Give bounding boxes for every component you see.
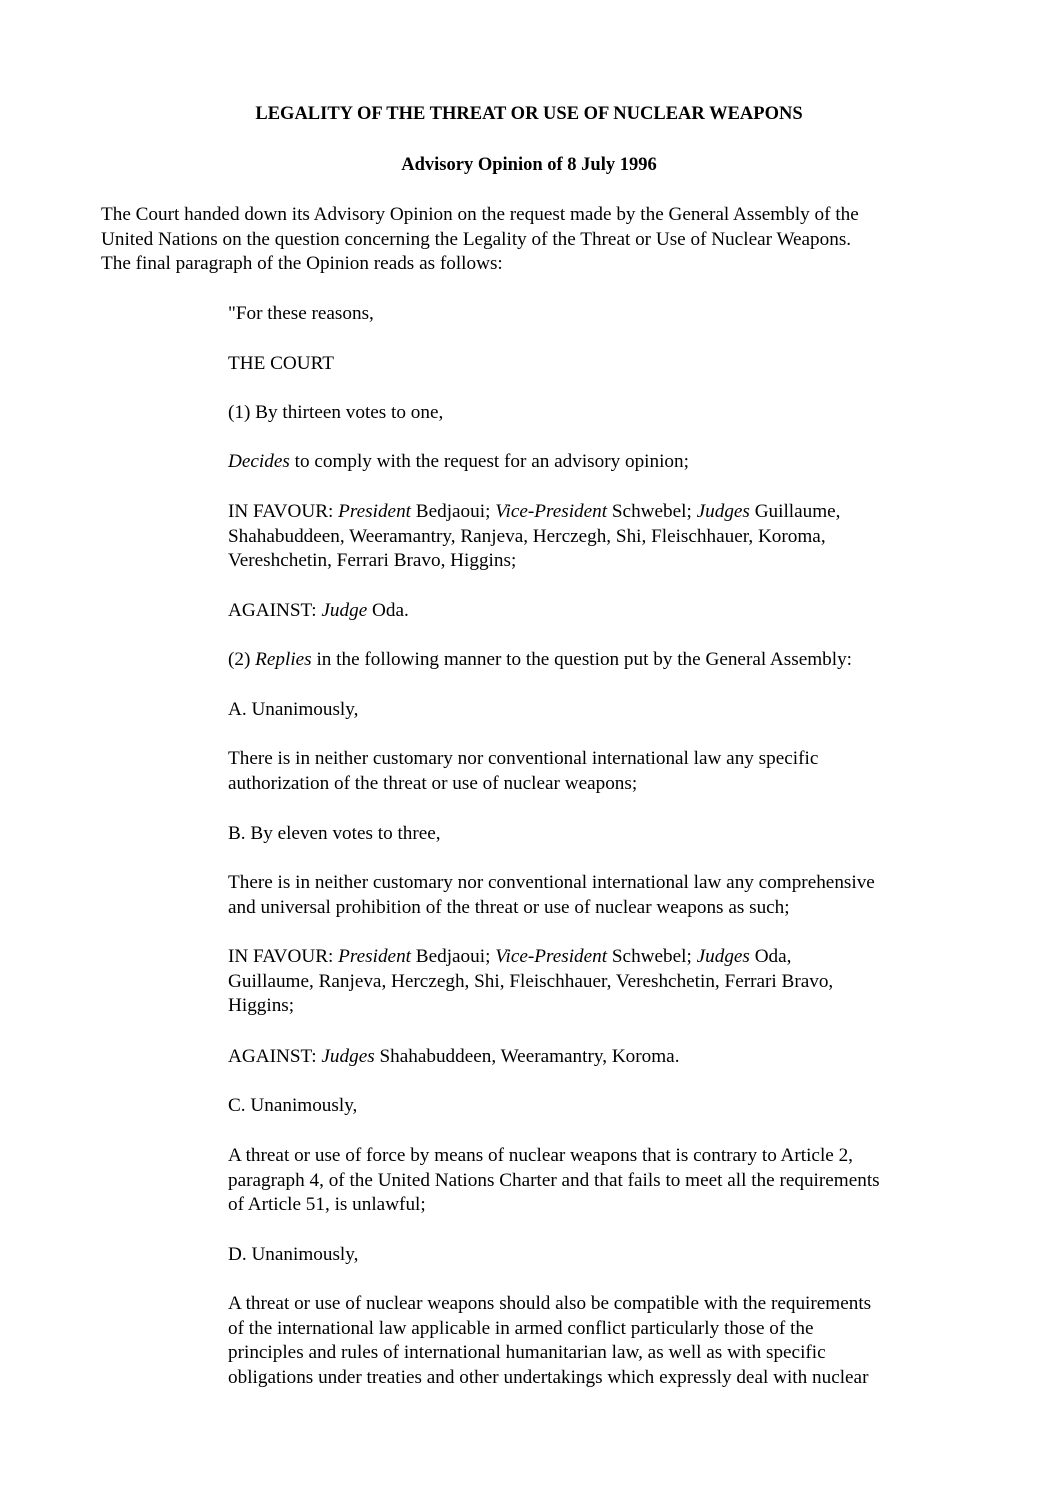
in-favour-2-paragraph [228,945,833,1019]
judges-names: Shahabuddeen, Weeramantry, Koroma. [374,1046,680,1067]
replies-text: in the following manner to the question put by the General Assembly: [311,649,853,670]
section-d-line: principles and rules of international humanitarian law, as well as with specific [228,1342,826,1363]
section-d-heading: D. Unanimously, [228,1244,359,1265]
section-b-line: and universal prohibition of the threat or use of nuclear weapons as such; [228,896,790,918]
replies-prefix: (2) [228,649,256,670]
against-2-paragraph [228,1045,680,1070]
vote-1-heading: (1) By thirteen votes to one, [228,402,444,423]
vice-president-name: Schwebel; [607,946,697,967]
section-c-line: of Article 51, is unlawful; [228,1194,426,1215]
judges-title: Judges [696,946,750,967]
decides-paragraph [228,450,689,475]
judges-title: Judges [696,501,750,522]
judges-names-line: Shahabuddeen, Weeramantry, Ranjeva, Herczegh, Shi, Fleischhauer, Koroma, [228,525,826,547]
section-d-line: A threat or use of nuclear weapons should also be compatible with the requirements [228,1293,872,1314]
section-b-text [228,871,875,920]
section-b-line: There is in neither customary nor conventional international law any comprehensive [228,872,875,893]
decides-verb: Decides [228,451,290,472]
judges-title: Judges [321,1046,375,1067]
section-c-text [228,1144,880,1218]
president-title: President [338,946,411,967]
in-favour-label: IN FAVOUR: [228,501,339,522]
section-a-heading: A. Unanimously, [228,699,359,720]
vice-president-name: Schwebel; [607,501,697,522]
section-c-line: paragraph 4, of the United Nations Charter and that fails to meet all the requirements [228,1169,880,1191]
the-court-heading: THE COURT [228,353,334,374]
section-a-line: authorization of the threat or use of nuclear weapons; [228,772,638,794]
document-subtitle: Advisory Opinion of 8 July 1996 [401,155,657,175]
president-name: Bedjaoui; [411,501,496,522]
in-favour-label: IN FAVOUR: [228,946,339,967]
replies-paragraph [228,648,852,673]
intro-line: United Nations on the question concerning the Legality of the Threat or Use of Nuclear Weapons. [101,228,852,250]
judge-name: Oda. [367,600,409,621]
president-name: Bedjaoui; [411,946,496,967]
reasons-line: "For these reasons, [228,303,374,324]
judges-names: Oda, [749,946,792,967]
section-d-line: of the international law applicable in armed conflict particularly those of the [228,1317,814,1339]
intro-paragraph [101,203,859,277]
replies-verb: Replies [255,649,312,670]
judge-title: Judge [321,600,368,621]
section-b-heading: B. By eleven votes to three, [228,823,441,844]
vice-president-title: Vice-President [495,946,608,967]
decides-text: to comply with the request for an advisory opinion; [289,451,689,472]
president-title: President [338,501,411,522]
section-d-text [228,1292,871,1390]
judges-names-line: Vereshchetin, Ferrari Bravo, Higgins; [228,550,517,571]
intro-line: The Court handed down its Advisory Opinion on the request made by the General Assembly of the [101,204,859,225]
vice-president-title: Vice-President [495,501,608,522]
judges-names-line: Higgins; [228,995,295,1016]
judges-names: Guillaume, [749,501,841,522]
document-title: LEGALITY OF THE THREAT OR USE OF NUCLEAR WEAPONS [255,104,803,124]
section-c-heading: C. Unanimously, [228,1095,358,1116]
against-1-paragraph [228,599,409,624]
section-a-line: There is in neither customary nor conventional international law any specific [228,748,819,769]
against-label: AGAINST: [228,1046,322,1067]
in-favour-1-paragraph [228,500,840,574]
judges-names-line: Guillaume, Ranjeva, Herczegh, Shi, Fleischhauer, Vereshchetin, Ferrari Bravo, [228,970,834,992]
intro-line: The final paragraph of the Opinion reads as follows: [101,253,503,274]
against-label: AGAINST: [228,600,322,621]
section-d-line: obligations under treaties and other undertakings which expressly deal with nuclear [228,1366,869,1388]
section-a-text [228,747,818,796]
section-c-line: A threat or use of force by means of nuclear weapons that is contrary to Article 2, [228,1145,853,1166]
